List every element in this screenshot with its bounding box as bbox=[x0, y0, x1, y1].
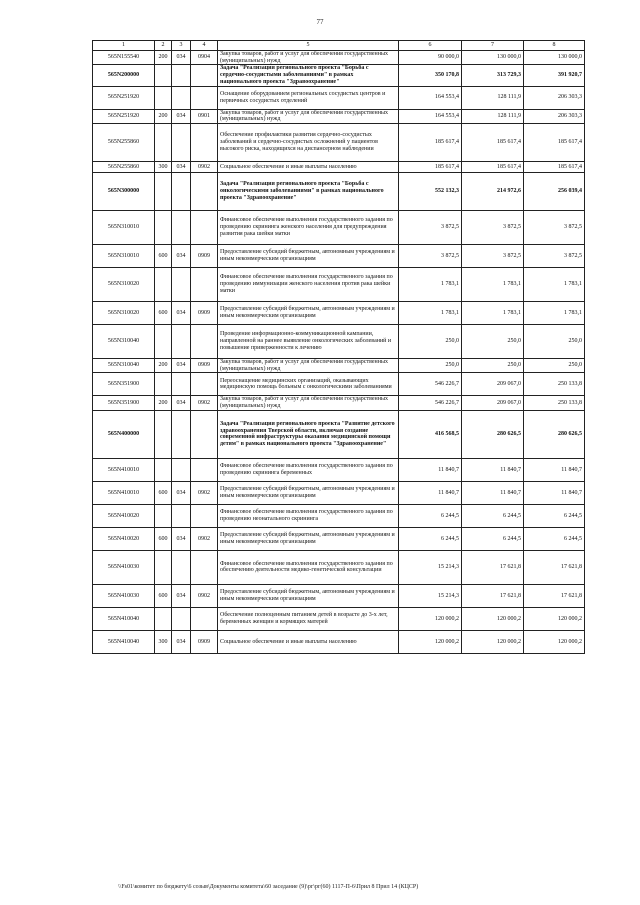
table-row bbox=[93, 607, 585, 630]
administrator-code: 034 bbox=[172, 51, 191, 65]
amount-year-3: 120 000,2 bbox=[524, 630, 585, 653]
table-row bbox=[93, 630, 585, 653]
table-row bbox=[93, 268, 585, 302]
column-number: 8 bbox=[524, 41, 585, 51]
row-description: Предоставление субсидий бюджетным, автономным учреждениям и иным некоммерческим организациям bbox=[218, 584, 399, 607]
amount-year-2: 250,0 bbox=[462, 325, 524, 359]
table-row bbox=[93, 65, 585, 86]
amount-year-3: 3 872,5 bbox=[524, 211, 585, 245]
table-row bbox=[93, 527, 585, 550]
amount-year-1: 120 000,2 bbox=[399, 607, 462, 630]
amount-year-1: 3 872,5 bbox=[399, 211, 462, 245]
expense-type: 600 bbox=[155, 527, 172, 550]
table-row bbox=[93, 359, 585, 373]
administrator-code bbox=[172, 607, 191, 630]
section-code bbox=[191, 607, 218, 630]
amount-year-3: 130 000,0 bbox=[524, 51, 585, 65]
row-description: Закупка товаров, работ и услуг для обеспечения государственных (муниципальных) нужд bbox=[218, 51, 399, 65]
row-description: Закупка товаров, работ и услуг для обеспечения государственных (муниципальных) нужд bbox=[218, 396, 399, 410]
amount-year-3: 256 039,4 bbox=[524, 173, 585, 211]
amount-year-2: 185 617,4 bbox=[462, 124, 524, 162]
amount-year-1: 185 617,4 bbox=[399, 124, 462, 162]
row-description: Предоставление субсидий бюджетным, автономным учреждениям и иным некоммерческим организациям bbox=[218, 302, 399, 325]
amount-year-2: 209 067,0 bbox=[462, 396, 524, 410]
section-code: 0909 bbox=[191, 245, 218, 268]
administrator-code: 034 bbox=[172, 584, 191, 607]
row-code: 565N410040 bbox=[93, 607, 155, 630]
expense-type bbox=[155, 124, 172, 162]
row-description: Финансовое обеспечение выполнения государственного задания по проведению неонатального скрининга bbox=[218, 504, 399, 527]
expense-type bbox=[155, 173, 172, 211]
row-description: Социальное обеспечение и иные выплаты населению bbox=[218, 162, 399, 173]
expense-type bbox=[155, 607, 172, 630]
column-number: 2 bbox=[155, 41, 172, 51]
section-code bbox=[191, 504, 218, 527]
row-description: Предоставление субсидий бюджетным, автономным учреждениям и иным некоммерческим организациям bbox=[218, 245, 399, 268]
row-description: Переоснащение медицинских организаций, оказывающих медицинскую помощь больным с онкологическими заболеваниями bbox=[218, 373, 399, 396]
amount-year-2: 209 067,0 bbox=[462, 373, 524, 396]
administrator-code bbox=[172, 458, 191, 481]
administrator-code bbox=[172, 410, 191, 458]
amount-year-1: 185 617,4 bbox=[399, 162, 462, 173]
row-code: 565N410030 bbox=[93, 550, 155, 584]
column-number: 4 bbox=[191, 41, 218, 51]
amount-year-2: 6 244,5 bbox=[462, 504, 524, 527]
row-code: 565N255860 bbox=[93, 124, 155, 162]
expense-type bbox=[155, 550, 172, 584]
expense-type: 200 bbox=[155, 359, 172, 373]
table-row bbox=[93, 51, 585, 65]
amount-year-2: 11 840,7 bbox=[462, 458, 524, 481]
administrator-code: 034 bbox=[172, 109, 191, 123]
amount-year-3: 206 303,3 bbox=[524, 109, 585, 123]
amount-year-1: 6 244,5 bbox=[399, 527, 462, 550]
row-description: Закупка товаров, работ и услуг для обеспечения государственных (муниципальных) нужд bbox=[218, 359, 399, 373]
amount-year-3: 6 244,5 bbox=[524, 504, 585, 527]
amount-year-1: 1 783,1 bbox=[399, 268, 462, 302]
amount-year-2: 3 872,5 bbox=[462, 245, 524, 268]
amount-year-3: 1 783,1 bbox=[524, 268, 585, 302]
row-description: Проведение информационно-коммуникационной кампании, направленной на раннее выявление онкологических заболеваний и повышение приверженности к лечению bbox=[218, 325, 399, 359]
administrator-code: 034 bbox=[172, 359, 191, 373]
row-code: 565N310020 bbox=[93, 302, 155, 325]
section-code: 0902 bbox=[191, 584, 218, 607]
administrator-code: 034 bbox=[172, 302, 191, 325]
amount-year-1: 250,0 bbox=[399, 325, 462, 359]
amount-year-3: 6 244,5 bbox=[524, 527, 585, 550]
section-code bbox=[191, 65, 218, 86]
section-code bbox=[191, 550, 218, 584]
administrator-code bbox=[172, 86, 191, 109]
amount-year-2: 1 783,1 bbox=[462, 268, 524, 302]
expense-type bbox=[155, 325, 172, 359]
amount-year-1: 164 553,4 bbox=[399, 86, 462, 109]
amount-year-2: 3 872,5 bbox=[462, 211, 524, 245]
section-code: 0909 bbox=[191, 302, 218, 325]
administrator-code bbox=[172, 373, 191, 396]
column-number: 3 bbox=[172, 41, 191, 51]
section-code: 0904 bbox=[191, 51, 218, 65]
expense-type bbox=[155, 268, 172, 302]
administrator-code bbox=[172, 550, 191, 584]
row-code: 565N155540 bbox=[93, 51, 155, 65]
table-row bbox=[93, 373, 585, 396]
amount-year-3: 3 872,5 bbox=[524, 245, 585, 268]
row-description: Задача "Реализация регионального проекта "Борьба с онкологическими заболеваниями" в рамках национального проекта "Здравоохранение" bbox=[218, 173, 399, 211]
amount-year-1: 250,0 bbox=[399, 359, 462, 373]
section-code bbox=[191, 325, 218, 359]
expense-type: 600 bbox=[155, 245, 172, 268]
amount-year-1: 15 214,3 bbox=[399, 550, 462, 584]
row-description: Финансовое обеспечение выполнения государственного задания по проведению иммунизации женского населения против рака шейки матки bbox=[218, 268, 399, 302]
table-row bbox=[93, 325, 585, 359]
section-code bbox=[191, 211, 218, 245]
section-code bbox=[191, 458, 218, 481]
section-code bbox=[191, 124, 218, 162]
expense-type: 200 bbox=[155, 396, 172, 410]
amount-year-2: 130 000,0 bbox=[462, 51, 524, 65]
section-code bbox=[191, 173, 218, 211]
amount-year-3: 250,0 bbox=[524, 325, 585, 359]
section-code: 0902 bbox=[191, 396, 218, 410]
amount-year-1: 120 000,2 bbox=[399, 630, 462, 653]
table-row bbox=[93, 124, 585, 162]
row-description: Задача "Реализация регионального проекта "Борьба с сердечно-сосудистыми заболеваниями" в рамках национального проекта "Здравоохранение" bbox=[218, 65, 399, 86]
row-description: Предоставление субсидий бюджетным, автономным учреждениям и иным некоммерческим организациям bbox=[218, 481, 399, 504]
row-code: 565N251920 bbox=[93, 86, 155, 109]
row-description: Финансовое обеспечение выполнения государственного задания по обеспечению деятельности медико-генетической консультации bbox=[218, 550, 399, 584]
administrator-code bbox=[172, 124, 191, 162]
row-description: Финансовое обеспечение выполнения государственного задания по проведению скрининга беременных bbox=[218, 458, 399, 481]
amount-year-1: 15 214,3 bbox=[399, 584, 462, 607]
row-code: 565N410010 bbox=[93, 481, 155, 504]
table-row bbox=[93, 162, 585, 173]
expense-type bbox=[155, 373, 172, 396]
administrator-code: 034 bbox=[172, 162, 191, 173]
expense-type: 600 bbox=[155, 302, 172, 325]
expense-type bbox=[155, 458, 172, 481]
table-row bbox=[93, 211, 585, 245]
row-code: 565N410020 bbox=[93, 527, 155, 550]
row-description: Задача "Реализация регионального проекта "Развитие детского здравоохранения Тверской области, включая создание современной инфраструктуры оказания медицинской помощи детям" в рамках национального проекта "Здравоохранение" bbox=[218, 410, 399, 458]
section-code: 0909 bbox=[191, 359, 218, 373]
expense-type: 300 bbox=[155, 630, 172, 653]
amount-year-3: 185 617,4 bbox=[524, 162, 585, 173]
column-number: 5 bbox=[218, 41, 399, 51]
amount-year-2: 214 972,6 bbox=[462, 173, 524, 211]
amount-year-3: 280 626,5 bbox=[524, 410, 585, 458]
amount-year-1: 3 872,5 bbox=[399, 245, 462, 268]
row-code: 565N351900 bbox=[93, 396, 155, 410]
administrator-code bbox=[172, 325, 191, 359]
expense-type: 600 bbox=[155, 481, 172, 504]
table-row bbox=[93, 302, 585, 325]
row-code: 565N400000 bbox=[93, 410, 155, 458]
amount-year-1: 1 783,1 bbox=[399, 302, 462, 325]
column-number-row bbox=[93, 41, 585, 51]
column-number: 1 bbox=[93, 41, 155, 51]
row-description: Закупка товаров, работ и услуг для обеспечения государственных (муниципальных) нужд bbox=[218, 109, 399, 123]
row-code: 565N351900 bbox=[93, 373, 155, 396]
table-row bbox=[93, 481, 585, 504]
amount-year-2: 280 626,5 bbox=[462, 410, 524, 458]
administrator-code bbox=[172, 173, 191, 211]
administrator-code: 034 bbox=[172, 396, 191, 410]
expense-type: 200 bbox=[155, 51, 172, 65]
amount-year-1: 552 132,3 bbox=[399, 173, 462, 211]
section-code: 0909 bbox=[191, 630, 218, 653]
administrator-code bbox=[172, 268, 191, 302]
expense-type bbox=[155, 65, 172, 86]
row-description: Социальное обеспечение и иные выплаты населению bbox=[218, 630, 399, 653]
row-code: 565N410010 bbox=[93, 458, 155, 481]
row-code: 565N251920 bbox=[93, 109, 155, 123]
section-code bbox=[191, 410, 218, 458]
column-number: 7 bbox=[462, 41, 524, 51]
row-code: 565N310010 bbox=[93, 211, 155, 245]
row-code: 565N410030 bbox=[93, 584, 155, 607]
row-description: Обеспечение полноценным питанием детей в возрасте до 3-х лет, беременных женщин и кормящих матерей bbox=[218, 607, 399, 630]
table-row bbox=[93, 550, 585, 584]
row-code: 565N200000 bbox=[93, 65, 155, 86]
amount-year-2: 128 111,9 bbox=[462, 86, 524, 109]
amount-year-1: 546 226,7 bbox=[399, 373, 462, 396]
amount-year-3: 17 621,8 bbox=[524, 584, 585, 607]
table-row bbox=[93, 504, 585, 527]
administrator-code bbox=[172, 65, 191, 86]
row-code: 565N310020 bbox=[93, 268, 155, 302]
amount-year-3: 250 133,8 bbox=[524, 373, 585, 396]
amount-year-1: 546 226,7 bbox=[399, 396, 462, 410]
table-row bbox=[93, 245, 585, 268]
amount-year-3: 250 133,8 bbox=[524, 396, 585, 410]
expense-type: 200 bbox=[155, 109, 172, 123]
row-code: 565N310010 bbox=[93, 245, 155, 268]
expense-type bbox=[155, 410, 172, 458]
administrator-code bbox=[172, 504, 191, 527]
amount-year-2: 17 621,8 bbox=[462, 584, 524, 607]
amount-year-3: 391 920,7 bbox=[524, 65, 585, 86]
row-description: Финансовое обеспечение выполнения государственного задания по проведению скрининга женского населения для предупреждения развития рака шейки матки bbox=[218, 211, 399, 245]
amount-year-2: 250,0 bbox=[462, 359, 524, 373]
section-code bbox=[191, 268, 218, 302]
section-code: 0902 bbox=[191, 162, 218, 173]
amount-year-3: 1 783,1 bbox=[524, 302, 585, 325]
amount-year-1: 11 840,7 bbox=[399, 458, 462, 481]
section-code: 0902 bbox=[191, 527, 218, 550]
amount-year-2: 185 617,4 bbox=[462, 162, 524, 173]
amount-year-1: 6 244,5 bbox=[399, 504, 462, 527]
administrator-code: 034 bbox=[172, 527, 191, 550]
expense-type: 300 bbox=[155, 162, 172, 173]
row-description: Предоставление субсидий бюджетным, автономным учреждениям и иным некоммерческим организациям bbox=[218, 527, 399, 550]
page-number: 77 bbox=[316, 18, 324, 26]
expense-type bbox=[155, 211, 172, 245]
amount-year-1: 416 568,5 bbox=[399, 410, 462, 458]
table-row bbox=[93, 86, 585, 109]
row-code: 565N410020 bbox=[93, 504, 155, 527]
expense-type bbox=[155, 504, 172, 527]
amount-year-1: 164 553,4 bbox=[399, 109, 462, 123]
amount-year-2: 1 783,1 bbox=[462, 302, 524, 325]
administrator-code: 034 bbox=[172, 245, 191, 268]
amount-year-3: 185 617,4 bbox=[524, 124, 585, 162]
administrator-code: 034 bbox=[172, 630, 191, 653]
table-row bbox=[93, 584, 585, 607]
table-row bbox=[93, 109, 585, 123]
row-description: Обеспечение профилактики развития сердечно-сосудистых заболеваний и сердечно-сосудистых осложнений у пациентов высокого риска, находящихся на диспансерном наблюдении bbox=[218, 124, 399, 162]
table-body bbox=[93, 41, 585, 654]
row-code: 565N410040 bbox=[93, 630, 155, 653]
footer-file-path: \\Fs01\комитет по бюджету\6 созыв\Документы комитета\60 заседание (9)\рг\рг(60) 1117-П-6\Прил 8 Прил 14 (КЦСР) bbox=[118, 884, 419, 890]
amount-year-3: 120 000,2 bbox=[524, 607, 585, 630]
amount-year-2: 17 621,8 bbox=[462, 550, 524, 584]
section-code bbox=[191, 373, 218, 396]
amount-year-2: 313 729,3 bbox=[462, 65, 524, 86]
section-code: 0901 bbox=[191, 109, 218, 123]
amount-year-2: 120 000,2 bbox=[462, 630, 524, 653]
amount-year-2: 128 111,9 bbox=[462, 109, 524, 123]
row-code: 565N300000 bbox=[93, 173, 155, 211]
administrator-code: 034 bbox=[172, 481, 191, 504]
table-row bbox=[93, 410, 585, 458]
amount-year-1: 350 170,8 bbox=[399, 65, 462, 86]
amount-year-1: 90 000,0 bbox=[399, 51, 462, 65]
amount-year-3: 250,0 bbox=[524, 359, 585, 373]
amount-year-3: 11 840,7 bbox=[524, 458, 585, 481]
section-code: 0902 bbox=[191, 481, 218, 504]
table-row bbox=[93, 396, 585, 410]
budget-table bbox=[92, 40, 585, 654]
amount-year-1: 11 840,7 bbox=[399, 481, 462, 504]
row-description: Оснащение оборудованием региональных сосудистых центров и первичных сосудистых отделений bbox=[218, 86, 399, 109]
row-code: 565N310040 bbox=[93, 359, 155, 373]
amount-year-3: 11 840,7 bbox=[524, 481, 585, 504]
table-row bbox=[93, 458, 585, 481]
amount-year-2: 6 244,5 bbox=[462, 527, 524, 550]
expense-type bbox=[155, 86, 172, 109]
amount-year-3: 17 621,8 bbox=[524, 550, 585, 584]
table-row bbox=[93, 173, 585, 211]
amount-year-2: 11 840,7 bbox=[462, 481, 524, 504]
amount-year-3: 206 303,3 bbox=[524, 86, 585, 109]
section-code bbox=[191, 86, 218, 109]
row-code: 565N310040 bbox=[93, 325, 155, 359]
amount-year-2: 120 000,2 bbox=[462, 607, 524, 630]
expense-type: 600 bbox=[155, 584, 172, 607]
administrator-code bbox=[172, 211, 191, 245]
row-code: 565N255860 bbox=[93, 162, 155, 173]
column-number: 6 bbox=[399, 41, 462, 51]
